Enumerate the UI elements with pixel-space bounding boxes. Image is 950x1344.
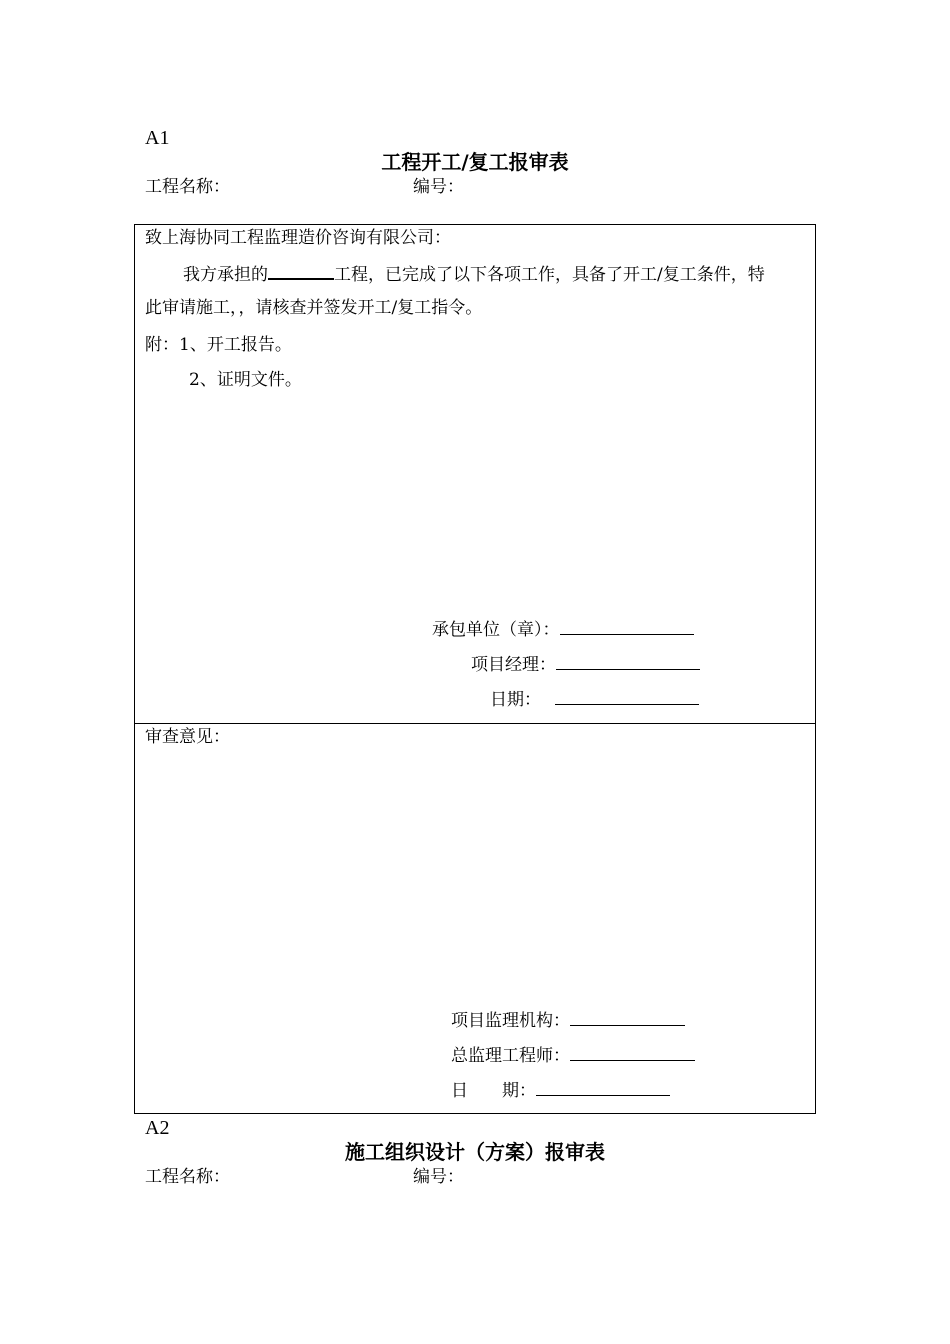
date-blank — [555, 690, 699, 705]
chief-engineer-signature — [451, 1046, 695, 1065]
body-part-1: 我方承担的 — [183, 265, 268, 285]
project-blank — [268, 264, 334, 280]
manager-label: 项目经理： — [471, 655, 556, 675]
chief-engineer-label: 总监理工程师： — [451, 1046, 570, 1066]
body-part-2: 工程，已完成了以下各项工作，具备了开工/复工条件，特 — [334, 265, 765, 285]
number-label-a2: 编号： — [413, 1167, 464, 1187]
chief-engineer-blank — [570, 1046, 695, 1061]
form-title-a2: 施工组织设计（方案）报审表 — [345, 1140, 605, 1164]
date-label: 日期： — [490, 690, 541, 710]
project-name-label-a2: 工程名称： — [145, 1167, 230, 1187]
form-code-a1: A1 — [145, 127, 170, 149]
body-line-1 — [183, 264, 765, 284]
review-label: 审查意见： — [145, 727, 230, 747]
contractor-blank — [560, 620, 694, 635]
contractor-label: 承包单位（章）： — [432, 620, 560, 640]
project-name-label-a1: 工程名称： — [145, 177, 230, 197]
contractor-signature — [432, 620, 694, 639]
form-code-a2: A2 — [145, 1117, 170, 1139]
supervision-org-label: 项目监理机构： — [451, 1011, 570, 1031]
supervision-org-blank — [570, 1011, 685, 1026]
date-signature — [490, 690, 699, 709]
body-line-2: 此审请施工，，请核查并签发开工/复工指令。 — [145, 298, 483, 318]
attachment-1: 附：1、开工报告。 — [145, 335, 292, 355]
review-date-signature — [451, 1081, 670, 1100]
form-title-a1: 工程开工/复工报审表 — [381, 150, 569, 174]
supervision-org-signature — [451, 1011, 685, 1030]
review-date-label: 日 期： — [451, 1081, 536, 1101]
review-date-blank — [536, 1081, 670, 1096]
attachment-2: 2、证明文件。 — [189, 370, 302, 390]
number-label-a1: 编号： — [413, 177, 464, 197]
manager-signature — [471, 655, 700, 674]
recipient-line: 致上海协同工程监理造价咨询有限公司： — [145, 228, 451, 248]
manager-blank — [556, 655, 700, 670]
